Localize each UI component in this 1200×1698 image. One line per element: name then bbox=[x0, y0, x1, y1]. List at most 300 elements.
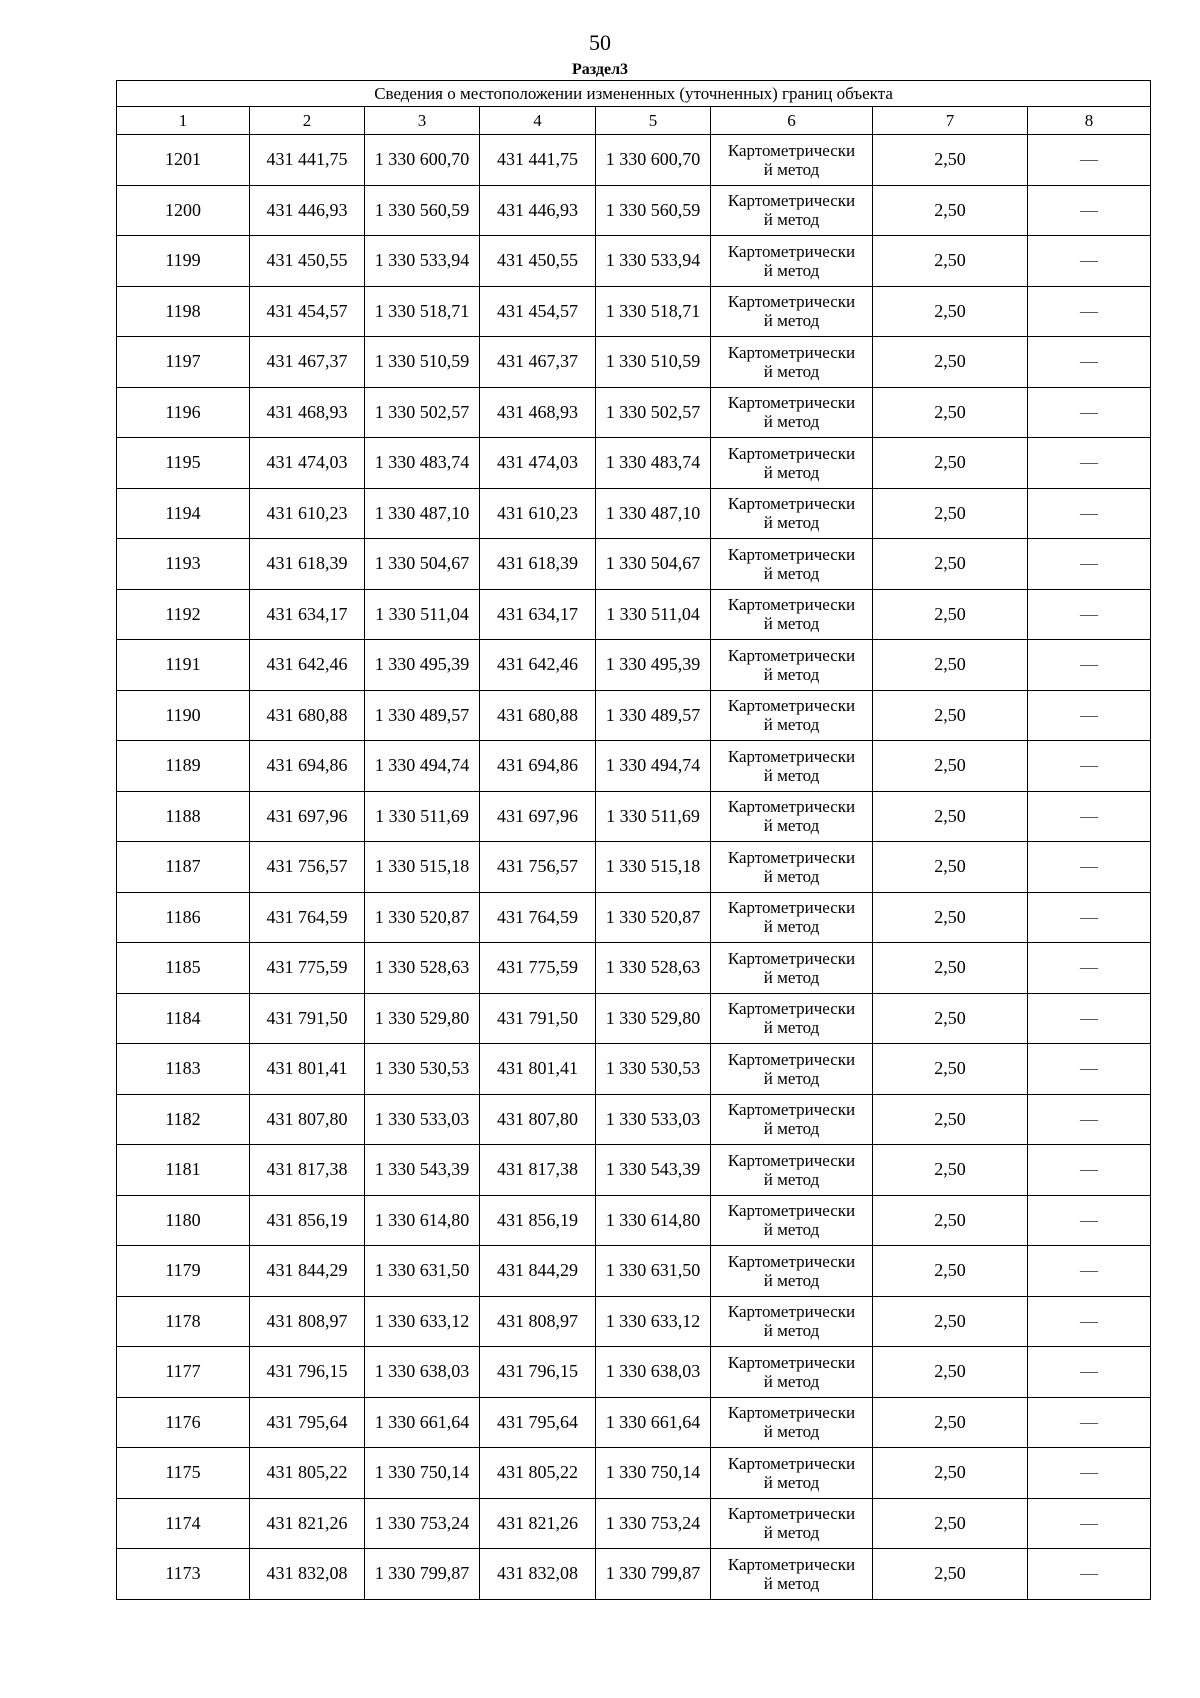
x-coordinate-cell: 431 618,39 bbox=[480, 539, 596, 590]
x-coordinate-cell: 431 618,39 bbox=[250, 539, 365, 590]
accuracy-cell: 2,50 bbox=[873, 1145, 1028, 1196]
accuracy-cell: 2,50 bbox=[873, 1195, 1028, 1246]
method-cell bbox=[711, 1094, 873, 1145]
method-text-line: й метод bbox=[763, 513, 820, 533]
x-coordinate-cell: 431 680,88 bbox=[480, 690, 596, 741]
accuracy-cell: 2,50 bbox=[873, 1549, 1028, 1600]
method-cell bbox=[711, 1246, 873, 1297]
accuracy-cell: 2,50 bbox=[873, 1448, 1028, 1499]
method-cell bbox=[711, 387, 873, 438]
method-cell bbox=[711, 1498, 873, 1549]
y-coordinate-cell: 1 330 799,87 bbox=[365, 1549, 480, 1600]
y-coordinate-cell: 1 330 520,87 bbox=[365, 892, 480, 943]
table-row bbox=[117, 1044, 1151, 1095]
description-cell: — bbox=[1028, 690, 1151, 741]
method-text-line: й метод bbox=[763, 1018, 820, 1038]
y-coordinate-cell: 1 330 502,57 bbox=[365, 387, 480, 438]
y-coordinate-cell: 1 330 543,39 bbox=[596, 1145, 711, 1196]
method-text-line: Картометрически bbox=[727, 191, 856, 211]
description-cell: — bbox=[1028, 892, 1151, 943]
x-coordinate-cell: 431 450,55 bbox=[250, 236, 365, 287]
method-text-line: Картометрически bbox=[727, 1049, 856, 1069]
x-coordinate-cell: 431 817,38 bbox=[480, 1145, 596, 1196]
description-cell: — bbox=[1028, 1498, 1151, 1549]
method-text-line: й метод bbox=[763, 1523, 820, 1543]
y-coordinate-cell: 1 330 533,94 bbox=[365, 236, 480, 287]
point-number-cell: 1181 bbox=[117, 1145, 250, 1196]
point-number-cell: 1191 bbox=[117, 640, 250, 691]
point-number-cell: 1177 bbox=[117, 1347, 250, 1398]
method-text-line: й метод bbox=[763, 1371, 820, 1391]
y-coordinate-cell: 1 330 515,18 bbox=[596, 842, 711, 893]
y-coordinate-cell: 1 330 528,63 bbox=[596, 943, 711, 994]
description-cell: — bbox=[1028, 438, 1151, 489]
y-coordinate-cell: 1 330 750,14 bbox=[596, 1448, 711, 1499]
description-cell: — bbox=[1028, 1397, 1151, 1448]
point-number-cell: 1190 bbox=[117, 690, 250, 741]
method-text-line: й метод bbox=[763, 462, 820, 482]
accuracy-cell: 2,50 bbox=[873, 690, 1028, 741]
accuracy-cell: 2,50 bbox=[873, 337, 1028, 388]
x-coordinate-cell: 431 474,03 bbox=[480, 438, 596, 489]
accuracy-cell: 2,50 bbox=[873, 236, 1028, 287]
x-coordinate-cell: 431 775,59 bbox=[480, 943, 596, 994]
method-text-line: Картометрически bbox=[727, 746, 856, 766]
y-coordinate-cell: 1 330 753,24 bbox=[365, 1498, 480, 1549]
accuracy-cell: 2,50 bbox=[873, 135, 1028, 186]
y-coordinate-cell: 1 330 661,64 bbox=[365, 1397, 480, 1448]
table-caption: Сведения о местоположении измененных (уточненных) границ объекта bbox=[117, 81, 1151, 107]
point-number-cell: 1193 bbox=[117, 539, 250, 590]
accuracy-cell: 2,50 bbox=[873, 892, 1028, 943]
method-text-line: Картометрически bbox=[727, 1504, 856, 1524]
table-row bbox=[117, 690, 1151, 741]
method-text-line: Картометрически bbox=[727, 494, 856, 514]
method-text-line: й метод bbox=[763, 715, 820, 735]
method-cell bbox=[711, 286, 873, 337]
method-text-line: й метод bbox=[763, 866, 820, 886]
table-body bbox=[117, 135, 1151, 1600]
accuracy-cell: 2,50 bbox=[873, 1397, 1028, 1448]
column-number: 4 bbox=[480, 107, 596, 135]
x-coordinate-cell: 431 795,64 bbox=[480, 1397, 596, 1448]
description-cell: — bbox=[1028, 387, 1151, 438]
x-coordinate-cell: 431 805,22 bbox=[250, 1448, 365, 1499]
accuracy-cell: 2,50 bbox=[873, 1246, 1028, 1297]
column-number: 5 bbox=[596, 107, 711, 135]
table-row bbox=[117, 438, 1151, 489]
x-coordinate-cell: 431 694,86 bbox=[250, 741, 365, 792]
column-number: 6 bbox=[711, 107, 873, 135]
method-cell bbox=[711, 943, 873, 994]
description-cell: — bbox=[1028, 539, 1151, 590]
description-cell: — bbox=[1028, 640, 1151, 691]
x-coordinate-cell: 431 446,93 bbox=[480, 185, 596, 236]
accuracy-cell: 2,50 bbox=[873, 993, 1028, 1044]
method-cell bbox=[711, 1195, 873, 1246]
table-row bbox=[117, 640, 1151, 691]
point-number-cell: 1197 bbox=[117, 337, 250, 388]
y-coordinate-cell: 1 330 504,67 bbox=[596, 539, 711, 590]
description-cell: — bbox=[1028, 488, 1151, 539]
boundary-coordinates-table bbox=[116, 80, 1151, 1600]
table-row bbox=[117, 1397, 1151, 1448]
point-number-cell: 1184 bbox=[117, 993, 250, 1044]
table-row bbox=[117, 589, 1151, 640]
table-row bbox=[117, 337, 1151, 388]
y-coordinate-cell: 1 330 510,59 bbox=[596, 337, 711, 388]
method-cell bbox=[711, 741, 873, 792]
x-coordinate-cell: 431 817,38 bbox=[250, 1145, 365, 1196]
x-coordinate-cell: 431 796,15 bbox=[250, 1347, 365, 1398]
y-coordinate-cell: 1 330 543,39 bbox=[365, 1145, 480, 1196]
y-coordinate-cell: 1 330 518,71 bbox=[365, 286, 480, 337]
method-text-line: Картометрически bbox=[727, 847, 856, 867]
method-cell bbox=[711, 690, 873, 741]
method-text-line: Картометрически bbox=[727, 1150, 856, 1170]
method-text-line: Картометрически bbox=[727, 393, 856, 413]
method-text-line: Картометрически bbox=[727, 140, 856, 160]
y-coordinate-cell: 1 330 638,03 bbox=[365, 1347, 480, 1398]
description-cell: — bbox=[1028, 1094, 1151, 1145]
y-coordinate-cell: 1 330 528,63 bbox=[365, 943, 480, 994]
x-coordinate-cell: 431 467,37 bbox=[250, 337, 365, 388]
y-coordinate-cell: 1 330 510,59 bbox=[365, 337, 480, 388]
description-cell: — bbox=[1028, 791, 1151, 842]
y-coordinate-cell: 1 330 529,80 bbox=[596, 993, 711, 1044]
x-coordinate-cell: 431 468,93 bbox=[250, 387, 365, 438]
table-row bbox=[117, 135, 1151, 186]
x-coordinate-cell: 431 791,50 bbox=[480, 993, 596, 1044]
point-number-cell: 1201 bbox=[117, 135, 250, 186]
point-number-cell: 1188 bbox=[117, 791, 250, 842]
description-cell: — bbox=[1028, 337, 1151, 388]
column-number: 2 bbox=[250, 107, 365, 135]
accuracy-cell: 2,50 bbox=[873, 589, 1028, 640]
method-text-line: Картометрически bbox=[727, 1201, 856, 1221]
point-number-cell: 1180 bbox=[117, 1195, 250, 1246]
x-coordinate-cell: 431 795,64 bbox=[250, 1397, 365, 1448]
table-row bbox=[117, 1296, 1151, 1347]
x-coordinate-cell: 431 756,57 bbox=[480, 842, 596, 893]
method-text-line: Картометрически bbox=[727, 645, 856, 665]
table-row bbox=[117, 236, 1151, 287]
method-text-line: Картометрически bbox=[727, 443, 856, 463]
accuracy-cell: 2,50 bbox=[873, 1296, 1028, 1347]
method-cell bbox=[711, 185, 873, 236]
accuracy-cell: 2,50 bbox=[873, 842, 1028, 893]
y-coordinate-cell: 1 330 633,12 bbox=[596, 1296, 711, 1347]
x-coordinate-cell: 431 801,41 bbox=[480, 1044, 596, 1095]
description-cell: — bbox=[1028, 185, 1151, 236]
accuracy-cell: 2,50 bbox=[873, 539, 1028, 590]
method-text-line: й метод bbox=[763, 412, 820, 432]
method-text-line: Картометрически bbox=[727, 595, 856, 615]
method-cell bbox=[711, 438, 873, 489]
table-row bbox=[117, 943, 1151, 994]
y-coordinate-cell: 1 330 799,87 bbox=[596, 1549, 711, 1600]
x-coordinate-cell: 431 642,46 bbox=[250, 640, 365, 691]
x-coordinate-cell: 431 446,93 bbox=[250, 185, 365, 236]
method-text-line: Картометрически bbox=[727, 1403, 856, 1423]
accuracy-cell: 2,50 bbox=[873, 438, 1028, 489]
table-row bbox=[117, 1347, 1151, 1398]
y-coordinate-cell: 1 330 502,57 bbox=[596, 387, 711, 438]
y-coordinate-cell: 1 330 631,50 bbox=[365, 1246, 480, 1297]
point-number-cell: 1199 bbox=[117, 236, 250, 287]
table-row bbox=[117, 892, 1151, 943]
table-row bbox=[117, 993, 1151, 1044]
section-label: Раздел3 bbox=[571, 61, 629, 78]
y-coordinate-cell: 1 330 511,69 bbox=[365, 791, 480, 842]
x-coordinate-cell: 431 844,29 bbox=[480, 1246, 596, 1297]
y-coordinate-cell: 1 330 495,39 bbox=[596, 640, 711, 691]
table-row bbox=[117, 791, 1151, 842]
accuracy-cell: 2,50 bbox=[873, 488, 1028, 539]
table-row bbox=[117, 1498, 1151, 1549]
y-coordinate-cell: 1 330 529,80 bbox=[365, 993, 480, 1044]
x-coordinate-cell: 431 694,86 bbox=[480, 741, 596, 792]
description-cell: — bbox=[1028, 236, 1151, 287]
x-coordinate-cell: 431 807,80 bbox=[480, 1094, 596, 1145]
y-coordinate-cell: 1 330 533,94 bbox=[596, 236, 711, 287]
accuracy-cell: 2,50 bbox=[873, 640, 1028, 691]
y-coordinate-cell: 1 330 600,70 bbox=[365, 135, 480, 186]
x-coordinate-cell: 431 642,46 bbox=[480, 640, 596, 691]
method-text-line: й метод bbox=[763, 563, 820, 583]
point-number-cell: 1192 bbox=[117, 589, 250, 640]
y-coordinate-cell: 1 330 515,18 bbox=[365, 842, 480, 893]
x-coordinate-cell: 431 474,03 bbox=[250, 438, 365, 489]
y-coordinate-cell: 1 330 533,03 bbox=[596, 1094, 711, 1145]
y-coordinate-cell: 1 330 614,80 bbox=[365, 1195, 480, 1246]
method-text-line: й метод bbox=[763, 1270, 820, 1290]
y-coordinate-cell: 1 330 614,80 bbox=[596, 1195, 711, 1246]
method-cell bbox=[711, 640, 873, 691]
y-coordinate-cell: 1 330 511,69 bbox=[596, 791, 711, 842]
x-coordinate-cell: 431 441,75 bbox=[480, 135, 596, 186]
column-number: 7 bbox=[873, 107, 1028, 135]
point-number-cell: 1186 bbox=[117, 892, 250, 943]
table-row bbox=[117, 1448, 1151, 1499]
y-coordinate-cell: 1 330 495,39 bbox=[365, 640, 480, 691]
method-cell bbox=[711, 1549, 873, 1600]
table-row bbox=[117, 539, 1151, 590]
x-coordinate-cell: 431 454,57 bbox=[480, 286, 596, 337]
method-cell bbox=[711, 1448, 873, 1499]
description-cell: — bbox=[1028, 135, 1151, 186]
method-text-line: й метод bbox=[763, 1472, 820, 1492]
x-coordinate-cell: 431 808,97 bbox=[250, 1296, 365, 1347]
method-cell bbox=[711, 1347, 873, 1398]
page-number: 50 bbox=[589, 30, 611, 55]
point-number-cell: 1176 bbox=[117, 1397, 250, 1448]
x-coordinate-cell: 431 468,93 bbox=[480, 387, 596, 438]
x-coordinate-cell: 431 454,57 bbox=[250, 286, 365, 337]
point-number-cell: 1185 bbox=[117, 943, 250, 994]
x-coordinate-cell: 431 801,41 bbox=[250, 1044, 365, 1095]
y-coordinate-cell: 1 330 530,53 bbox=[365, 1044, 480, 1095]
x-coordinate-cell: 431 450,55 bbox=[480, 236, 596, 287]
table-row bbox=[117, 1094, 1151, 1145]
method-text-line: й метод bbox=[763, 664, 820, 684]
y-coordinate-cell: 1 330 511,04 bbox=[596, 589, 711, 640]
table-row bbox=[117, 185, 1151, 236]
description-cell: — bbox=[1028, 1044, 1151, 1095]
method-cell bbox=[711, 993, 873, 1044]
method-text-line: й метод bbox=[763, 1321, 820, 1341]
x-coordinate-cell: 431 832,08 bbox=[480, 1549, 596, 1600]
method-text-line: й метод bbox=[763, 311, 820, 331]
y-coordinate-cell: 1 330 487,10 bbox=[365, 488, 480, 539]
x-coordinate-cell: 431 756,57 bbox=[250, 842, 365, 893]
method-text-line: Картометрически bbox=[727, 999, 856, 1019]
description-cell: — bbox=[1028, 741, 1151, 792]
description-cell: — bbox=[1028, 1448, 1151, 1499]
x-coordinate-cell: 431 610,23 bbox=[250, 488, 365, 539]
description-cell: — bbox=[1028, 286, 1151, 337]
point-number-cell: 1195 bbox=[117, 438, 250, 489]
description-cell: — bbox=[1028, 1296, 1151, 1347]
method-cell bbox=[711, 135, 873, 186]
method-text-line: Картометрически bbox=[727, 292, 856, 312]
accuracy-cell: 2,50 bbox=[873, 943, 1028, 994]
y-coordinate-cell: 1 330 600,70 bbox=[596, 135, 711, 186]
method-cell bbox=[711, 589, 873, 640]
method-cell bbox=[711, 337, 873, 388]
point-number-cell: 1200 bbox=[117, 185, 250, 236]
method-cell bbox=[711, 1397, 873, 1448]
method-cell bbox=[711, 539, 873, 590]
method-text-line: й метод bbox=[763, 816, 820, 836]
table-caption-row bbox=[117, 81, 1151, 107]
accuracy-cell: 2,50 bbox=[873, 185, 1028, 236]
method-cell bbox=[711, 1044, 873, 1095]
x-coordinate-cell: 431 805,22 bbox=[480, 1448, 596, 1499]
method-text-line: й метод bbox=[763, 1169, 820, 1189]
point-number-cell: 1175 bbox=[117, 1448, 250, 1499]
x-coordinate-cell: 431 821,26 bbox=[480, 1498, 596, 1549]
method-text-line: Картометрически bbox=[727, 241, 856, 261]
table-row bbox=[117, 842, 1151, 893]
method-text-line: й метод bbox=[763, 1220, 820, 1240]
y-coordinate-cell: 1 330 511,04 bbox=[365, 589, 480, 640]
x-coordinate-cell: 431 775,59 bbox=[250, 943, 365, 994]
method-text-line: й метод bbox=[763, 917, 820, 937]
accuracy-cell: 2,50 bbox=[873, 387, 1028, 438]
method-text-line: й метод bbox=[763, 210, 820, 230]
table-row bbox=[117, 741, 1151, 792]
x-coordinate-cell: 431 697,96 bbox=[250, 791, 365, 842]
y-coordinate-cell: 1 330 483,74 bbox=[365, 438, 480, 489]
description-cell: — bbox=[1028, 1145, 1151, 1196]
table-row bbox=[117, 286, 1151, 337]
point-number-cell: 1194 bbox=[117, 488, 250, 539]
method-text-line: Картометрически bbox=[727, 797, 856, 817]
method-text-line: Картометрически bbox=[727, 1302, 856, 1322]
method-text-line: Картометрически bbox=[727, 1251, 856, 1271]
method-text-line: й метод bbox=[763, 260, 820, 280]
description-cell: — bbox=[1028, 993, 1151, 1044]
x-coordinate-cell: 431 610,23 bbox=[480, 488, 596, 539]
point-number-cell: 1182 bbox=[117, 1094, 250, 1145]
x-coordinate-cell: 431 697,96 bbox=[480, 791, 596, 842]
description-cell: — bbox=[1028, 842, 1151, 893]
y-coordinate-cell: 1 330 661,64 bbox=[596, 1397, 711, 1448]
accuracy-cell: 2,50 bbox=[873, 1044, 1028, 1095]
x-coordinate-cell: 431 856,19 bbox=[480, 1195, 596, 1246]
x-coordinate-cell: 431 634,17 bbox=[250, 589, 365, 640]
point-number-cell: 1174 bbox=[117, 1498, 250, 1549]
accuracy-cell: 2,50 bbox=[873, 286, 1028, 337]
point-number-cell: 1179 bbox=[117, 1246, 250, 1297]
x-coordinate-cell: 431 821,26 bbox=[250, 1498, 365, 1549]
method-text-line: Картометрически bbox=[727, 898, 856, 918]
accuracy-cell: 2,50 bbox=[873, 791, 1028, 842]
accuracy-cell: 2,50 bbox=[873, 741, 1028, 792]
x-coordinate-cell: 431 791,50 bbox=[250, 993, 365, 1044]
point-number-cell: 1173 bbox=[117, 1549, 250, 1600]
method-text-line: Картометрически bbox=[727, 1554, 856, 1574]
y-coordinate-cell: 1 330 483,74 bbox=[596, 438, 711, 489]
y-coordinate-cell: 1 330 494,74 bbox=[365, 741, 480, 792]
x-coordinate-cell: 431 764,59 bbox=[480, 892, 596, 943]
method-cell bbox=[711, 1145, 873, 1196]
column-number: 8 bbox=[1028, 107, 1151, 135]
x-coordinate-cell: 431 832,08 bbox=[250, 1549, 365, 1600]
method-text-line: Картометрически bbox=[727, 948, 856, 968]
y-coordinate-cell: 1 330 750,14 bbox=[365, 1448, 480, 1499]
description-cell: — bbox=[1028, 589, 1151, 640]
y-coordinate-cell: 1 330 489,57 bbox=[365, 690, 480, 741]
method-text-line: й метод bbox=[763, 765, 820, 785]
x-coordinate-cell: 431 680,88 bbox=[250, 690, 365, 741]
accuracy-cell: 2,50 bbox=[873, 1094, 1028, 1145]
point-number-cell: 1178 bbox=[117, 1296, 250, 1347]
method-text-line: й метод bbox=[763, 159, 820, 179]
table-row bbox=[117, 387, 1151, 438]
method-text-line: Картометрически bbox=[727, 1100, 856, 1120]
method-text-line: й метод bbox=[763, 1422, 820, 1442]
table-row bbox=[117, 1145, 1151, 1196]
accuracy-cell: 2,50 bbox=[873, 1498, 1028, 1549]
method-text-line: й метод bbox=[763, 1068, 820, 1088]
x-coordinate-cell: 431 856,19 bbox=[250, 1195, 365, 1246]
point-number-cell: 1187 bbox=[117, 842, 250, 893]
y-coordinate-cell: 1 330 638,03 bbox=[596, 1347, 711, 1398]
method-text-line: Картометрически bbox=[727, 342, 856, 362]
x-coordinate-cell: 431 634,17 bbox=[480, 589, 596, 640]
description-cell: — bbox=[1028, 1549, 1151, 1600]
method-text-line: Картометрически bbox=[727, 544, 856, 564]
y-coordinate-cell: 1 330 494,74 bbox=[596, 741, 711, 792]
y-coordinate-cell: 1 330 753,24 bbox=[596, 1498, 711, 1549]
method-text-line: й метод bbox=[763, 1573, 820, 1593]
column-number: 3 bbox=[365, 107, 480, 135]
method-text-line: Картометрически bbox=[727, 1453, 856, 1473]
y-coordinate-cell: 1 330 504,67 bbox=[365, 539, 480, 590]
description-cell: — bbox=[1028, 1347, 1151, 1398]
description-cell: — bbox=[1028, 1246, 1151, 1297]
y-coordinate-cell: 1 330 487,10 bbox=[596, 488, 711, 539]
table-row bbox=[117, 1195, 1151, 1246]
method-cell bbox=[711, 488, 873, 539]
y-coordinate-cell: 1 330 518,71 bbox=[596, 286, 711, 337]
y-coordinate-cell: 1 330 530,53 bbox=[596, 1044, 711, 1095]
method-cell bbox=[711, 1296, 873, 1347]
table-row bbox=[117, 1549, 1151, 1600]
x-coordinate-cell: 431 807,80 bbox=[250, 1094, 365, 1145]
